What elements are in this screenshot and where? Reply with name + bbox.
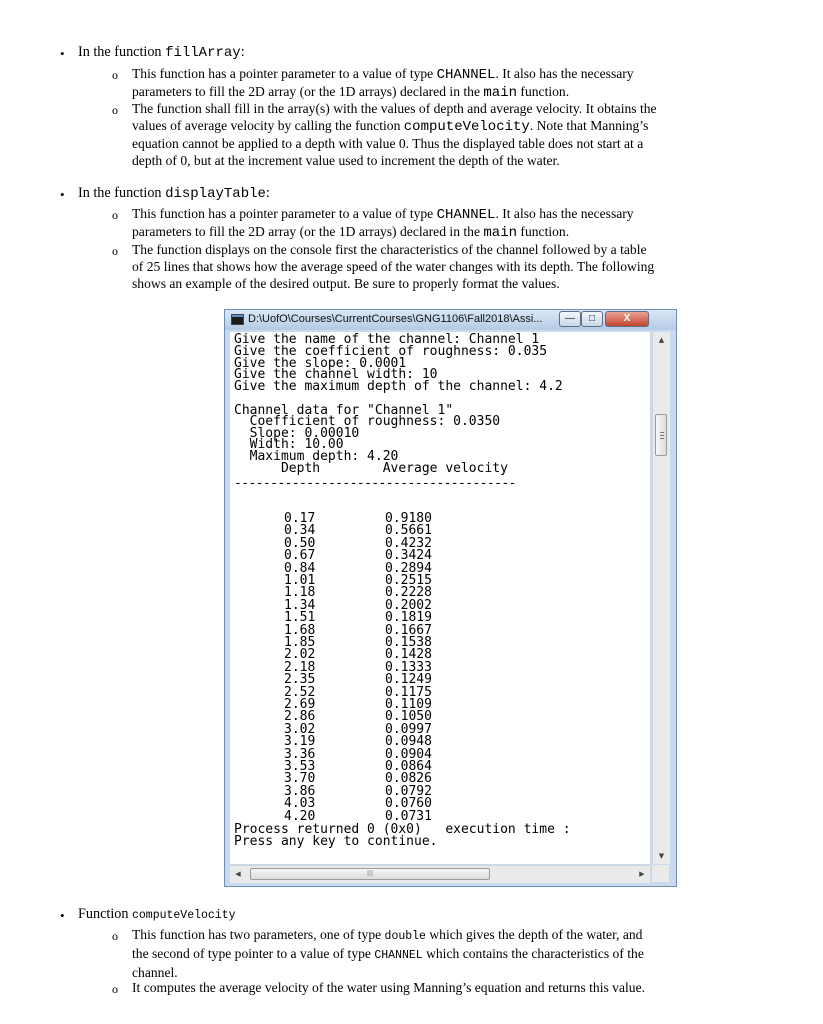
minimize-button[interactable]: — [559,311,581,327]
bullet: • [60,908,65,923]
horizontal-scroll-thumb[interactable]: ||| [250,868,490,880]
scroll-up-arrow-icon[interactable]: ▲ [658,336,665,344]
velocity-value: 0.3424 [385,548,432,564]
velocity-value: 0.1175 [385,684,432,700]
velocity-value: 0.5661 [385,523,432,539]
summary-line: Coefficient of roughness: 0.0350 [234,414,501,429]
depth-value: 1.51 [284,610,316,626]
depth-value: 2.02 [284,647,316,663]
maximize-button[interactable]: □ [581,311,603,327]
depth-value: 1.34 [284,597,316,613]
depth-value: 2.86 [284,709,316,725]
sub-bullet: o [112,244,118,258]
depth-value: 2.35 [284,672,316,688]
sub-bullet: o [112,103,118,117]
velocity-value: 0.2228 [385,585,432,601]
sub-bullet: o [112,68,118,82]
footer-line: Press any key to continue. [234,834,438,849]
sub-bullet: o [112,929,118,943]
velocity-value: 0.1109 [385,697,432,712]
velocity-value: 0.2515 [385,573,432,588]
prompt-line: Give the name of the channel: Channel 1 [234,332,540,347]
velocity-value: 0.0904 [385,746,432,762]
summary-line: Width: 10.00 [234,437,344,452]
depth-value: 0.50 [284,535,316,551]
depth-value: 0.17 [284,511,316,526]
velocity-value: 0.0864 [385,759,432,774]
velocity-value: 0.1819 [385,610,432,626]
velocity-value: 0.0997 [385,721,432,737]
depth-value: 3.53 [284,759,316,774]
velocity-value: 0.1050 [385,709,432,725]
depth-value: 3.19 [284,734,316,750]
depth-value: 0.84 [284,560,316,576]
depth-value: 1.01 [284,573,316,588]
bullet: • [60,46,65,61]
velocity-value: 0.0731 [385,808,432,824]
fill-array-heading: In the function fillArray: [78,44,245,61]
compute-velocity-heading: Function computeVelocity [78,906,236,922]
bullet: • [60,187,65,202]
prompt-line: Give the coefficient of roughness: 0.035 [234,344,548,359]
vertical-scrollbar[interactable] [652,332,670,864]
sub-bullet: o [112,982,118,996]
velocity-value: 0.2894 [385,560,432,576]
close-button[interactable]: X [605,311,649,327]
velocity-value: 0.1249 [385,672,432,688]
depth-value: 1.68 [284,622,316,638]
sub-bullet: o [112,208,118,222]
prompt-line: Give the maximum depth of the channel: 4.2 [234,379,563,394]
prompt-line: Give the channel width: 10 [234,367,438,382]
velocity-value: 0.4232 [385,535,432,551]
console-window [224,309,677,887]
depth-value: 0.67 [284,548,316,564]
velocity-value: 0.0948 [385,734,432,750]
summary-line: Channel data for "Channel 1" [234,403,454,418]
resize-grip-icon[interactable] [652,865,669,882]
table-separator: --------------------------------------- [234,476,516,491]
table-header: Depth Average velocity [234,461,508,476]
depth-value: 3.86 [284,783,316,799]
depth-value: 1.85 [284,635,316,650]
depth-value: 3.36 [284,746,316,762]
console-window-title: D:\UofO\Courses\CurrentCourses\GNG1106\Fall2018\Assi... [248,313,543,325]
console-title-bar[interactable] [225,310,676,330]
velocity-value: 0.9180 [385,511,432,526]
velocity-value: 0.0760 [385,796,432,812]
summary-line: Slope: 0.00010 [234,426,360,441]
depth-value: 4.03 [284,796,316,812]
compute-velocity-item-1: This function has two parameters, one of type double which gives the depth of the water, and the second of type pointer to a value of type CHANNEL which contains the characteristics of the channel. [132,927,644,980]
velocity-value: 0.0792 [385,783,432,799]
depth-value: 2.18 [284,659,316,675]
depth-value: 2.52 [284,684,316,700]
display-table-item-1: This function has a pointer parameter to a value of type CHANNEL. It also has the necessary parameters to fill the 2D array (or the 1D arrays) declared in the main function. [132,206,634,241]
footer-line: Process returned 0 (0x0) execution time : [234,822,571,837]
console-output[interactable] [230,332,650,864]
depth-value: 3.70 [284,771,316,787]
scroll-left-arrow-icon[interactable]: ◀ [235,870,241,878]
scroll-down-arrow-icon[interactable]: ▼ [658,852,665,860]
scroll-right-arrow-icon[interactable]: ▶ [639,870,645,878]
depth-value: 3.02 [284,721,316,737]
console-app-icon[interactable] [231,314,244,325]
velocity-value: 0.2002 [385,597,432,613]
velocity-value: 0.1667 [385,622,432,638]
depth-value: 0.34 [284,523,316,539]
fill-array-item-1: This function has a pointer parameter to a value of type CHANNEL. It also has the necessary parameters to fill the 2D array (or the 1D arrays) declared in the main function. [132,66,634,101]
depth-value: 1.18 [284,585,316,601]
depth-value: 4.20 [284,808,316,824]
velocity-value: 0.1538 [385,635,432,650]
velocity-value: 0.1428 [385,647,432,663]
summary-line: Maximum depth: 4.20 [234,449,399,464]
velocity-value: 0.0826 [385,771,432,787]
velocity-value: 0.1333 [385,659,432,675]
fill-array-item-2: The function shall fill in the array(s) with the values of depth and average velocity. It obtains the values of average velocity by calling the function computeVelocity. Note that Manning’s equation cannot be applied to a depth with value 0. Thus the displayed table does not start at a depth of 0, but at the increment value used to increment the depth of the water. [132,101,657,168]
vertical-scroll-thumb[interactable] [655,414,667,456]
display-table-heading: In the function displayTable: [78,185,270,202]
prompt-line: Give the slope: 0.0001 [234,356,407,371]
horizontal-scrollbar[interactable] [230,865,650,883]
depth-value: 2.69 [284,697,316,712]
display-table-item-2: The function displays on the console first the characteristics of the channel followed by a table of 25 lines that shows how the average speed of the water changes with its depth. The following shows an example of the desired output. Be sure to properly format the values. [132,242,655,291]
compute-velocity-item-2: It computes the average velocity of the water using Manning’s equation and returns this value. [132,980,646,995]
